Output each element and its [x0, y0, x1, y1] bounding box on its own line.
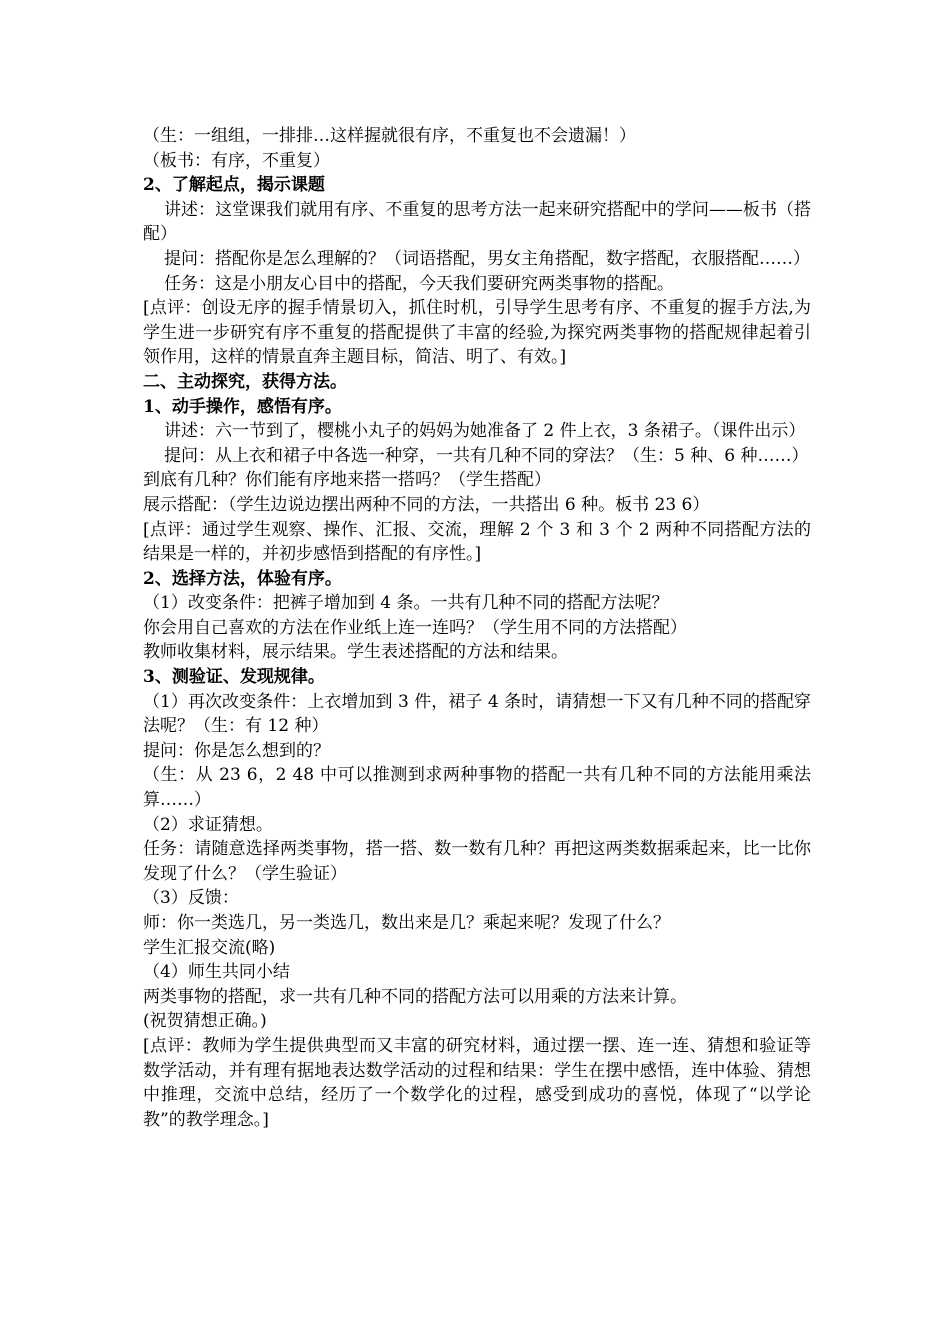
paragraph-text: 你会用自己喜欢的方法在作业纸上连一连吗？（学生用不同的方法搭配） — [143, 617, 687, 638]
paragraph-text: 学生汇报交流(略) — [143, 937, 276, 958]
paragraph-text: 任务：请随意选择两类事物，搭一搭、数一数有几种？再把这两类数据乘起来，比一比你发现了什么？（学生验证） — [143, 839, 811, 884]
paragraph-student-reply: （生：一组组，一排排…这样握就很有序，不重复也不会遗漏！） — [143, 126, 636, 146]
paragraph-text: (祝贺猜想正确。) — [143, 1011, 267, 1032]
paragraph-board-note: （板书：有序，不重复） — [143, 150, 330, 171]
paragraph-text: 到底有几种？你们能有序地来搭一搭吗？（学生搭配） — [143, 470, 551, 491]
section-heading: 3、测验证、发现规律。 — [143, 667, 325, 688]
section-heading: 二、主动探究，获得方法。 — [143, 371, 347, 392]
paragraph-text: （4）师生共同小结 — [143, 962, 290, 983]
paragraph-explain: 讲述：六一节到了，樱桃小丸子的妈妈为她准备了 2 件上衣，3 条裙子。（课件出示） — [164, 421, 806, 442]
section-heading: 2、了解起点，揭示课题 — [143, 175, 325, 196]
paragraph-question: 提问：从上衣和裙子中各选一种穿，一共有几种不同的穿法？（生：5 种、6 种……） — [164, 445, 809, 466]
paragraph-text: （生：从 23 6，2 48 中可以推测到求两种事物的搭配一共有几种不同的方法能用乘法算……） — [143, 765, 811, 811]
paragraph-text: 提问：你是怎么想到的？ — [143, 740, 330, 761]
section-heading: 1、动手操作，感悟有序。 — [143, 396, 342, 417]
paragraph-text: 师：你一类选几，另一类选几，数出来是几？乘起来呢？发现了什么？ — [143, 913, 670, 933]
paragraph-comment: [点评：通过学生观察、操作、汇报、交流，理解 2 个 3 和 3 个 2 两种不同搭配方法的结果是一样的，并初步感悟到搭配的有序性。] — [143, 519, 811, 565]
paragraph-question: 提问：搭配你是怎么理解的？（词语搭配，男女主角搭配，数字搭配，衣服搭配……） — [164, 248, 810, 269]
paragraph-comment: [点评：创设无序的握手情景切入，抓住时机，引导学生思考有序、不重复的握手方法,为学生进一步研究有序不重复的搭配提供了丰富的经验,为探究两类事物的搭配规律起着引领作用，这样的情景直奔主题目标，简洁、明了、有效。] — [143, 298, 811, 368]
paragraph-text: （3）反馈： — [143, 888, 239, 909]
paragraph-text: （1）再次改变条件：上衣增加到 3 件，裙子 4 条时，请猜想一下又有几种不同的搭配穿法呢？（生：有 12 种） — [143, 691, 811, 737]
paragraph-explain: 讲述：这堂课我们就用有序、不重复的思考方法一起来研究搭配中的学问——板书（搭配） — [143, 199, 811, 245]
paragraph-text: （1）改变条件：把裤子增加到 4 条。一共有几种不同的搭配方法呢？ — [143, 593, 669, 614]
document-body — [143, 124, 811, 1132]
paragraph-comment: [点评：教师为学生提供典型而又丰富的研究材料，通过摆一摆、连一连、猜想和验证等数学活动，并有理有据地表达数学活动的过程和结果：学生在摆中感悟，连中体验、猜想中推理，交流中总结，经历了一个数学化的过程，感受到成功的喜悦，体现了“以学论教”的教学理念。] — [143, 1035, 811, 1130]
section-heading: 2、选择方法，体验有序。 — [143, 568, 342, 589]
paragraph-text: （2）求证猜想。 — [143, 814, 273, 835]
paragraph-task: 任务：这是小朋友心目中的搭配，今天我们要研究两类事物的搭配。 — [164, 273, 674, 294]
paragraph-text: 展示搭配：（学生边说边摆出两种不同的方法，一共搭出 6 种。板书 23 6） — [143, 494, 710, 515]
paragraph-text: 教师收集材料，展示结果。学生表述搭配的方法和结果。 — [143, 642, 568, 663]
paragraph-text: 两类事物的搭配，求一共有几种不同的搭配方法可以用乘的方法来计算。 — [143, 986, 687, 1007]
